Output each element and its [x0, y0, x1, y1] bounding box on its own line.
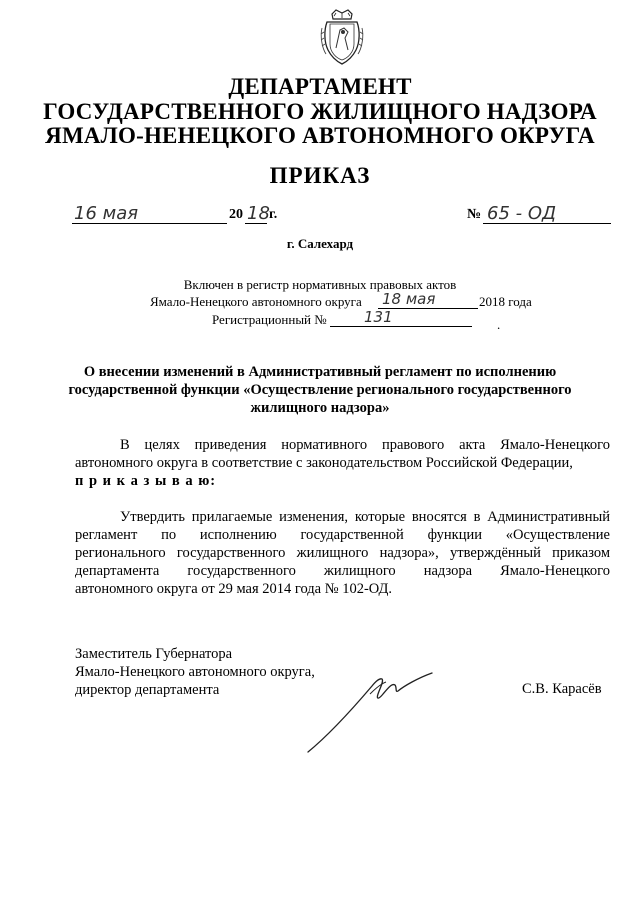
- body-line2: регламент по исполнению государственной функции «Осуществление: [75, 527, 610, 543]
- registry-year: 2018 года: [479, 294, 532, 309]
- number-handwritten: 65 - ОД: [487, 203, 557, 224]
- registry-line2: [150, 290, 550, 311]
- body-line3: регионального государственного жилищного надзора», утверждённый приказом: [75, 545, 610, 561]
- order-number: [467, 203, 612, 227]
- date-day-handwritten: 16 мая: [74, 203, 139, 224]
- date-year-suffix: г.: [269, 207, 278, 222]
- date-year-handwritten: 18: [247, 203, 270, 224]
- registry-number-handwritten: 131: [364, 308, 393, 326]
- signer-title-line2: Ямало-Ненецкого автономного округа,: [75, 664, 315, 680]
- subject-line1: О внесении изменений в Административный регламент по исполнению: [83, 364, 557, 380]
- document-type: ПРИКАЗ: [269, 163, 371, 188]
- department-title-line3: ЯМАЛО-НЕНЕЦКОГО АВТОНОМНОГО ОКРУГА: [45, 123, 595, 148]
- signer-title-line3: директор департамента: [75, 682, 220, 698]
- coat-of-arms-icon: [318, 8, 366, 66]
- handwritten-signature-icon: [300, 664, 445, 756]
- registry-number-label: Регистрационный №: [212, 312, 327, 327]
- body-line5: автономного округа от 29 мая 2014 года № 102-ОД.: [75, 581, 393, 597]
- preamble-line2: автономного округа в соответствие с законодательством Российской Федерации,: [75, 455, 573, 471]
- signer-name: С.В. Карасёв: [522, 681, 602, 697]
- preamble-line1: В целях приведения нормативного правового акта Ямало-Ненецкого: [120, 437, 610, 453]
- subject-line2: государственной функции «Осуществление регионального государственного: [68, 382, 572, 398]
- registry-line1: Включен в регистр нормативных правовых актов: [183, 277, 457, 292]
- number-label: №: [467, 207, 482, 222]
- date-year-prefix: 20: [229, 207, 243, 222]
- department-title-line1: ДЕПАРТАМЕНТ: [228, 74, 412, 99]
- signer-title-line1: Заместитель Губернатора: [75, 646, 233, 662]
- body-line1: Утвердить прилагаемые изменения, которые вносятся в Административный: [120, 509, 610, 525]
- date-row: [72, 203, 292, 227]
- body-line4: департамента государственного жилищного надзора Ямало-Ненецкого: [75, 563, 610, 579]
- registry-region: Ямало-Ненецкого автономного округа: [150, 294, 362, 309]
- registry-date-handwritten: 18 мая: [382, 290, 436, 308]
- subject-line3: жилищного надзора»: [250, 400, 390, 416]
- city: г. Салехард: [286, 236, 354, 251]
- department-title-line2: ГОСУДАРСТВЕННОГО ЖИЛИЩНОГО НАДЗОРА: [43, 99, 597, 124]
- preamble-order-word: п р и к а з ы в а ю:: [75, 473, 217, 489]
- registry-dot: .: [497, 317, 501, 332]
- registry-line3: [212, 308, 512, 332]
